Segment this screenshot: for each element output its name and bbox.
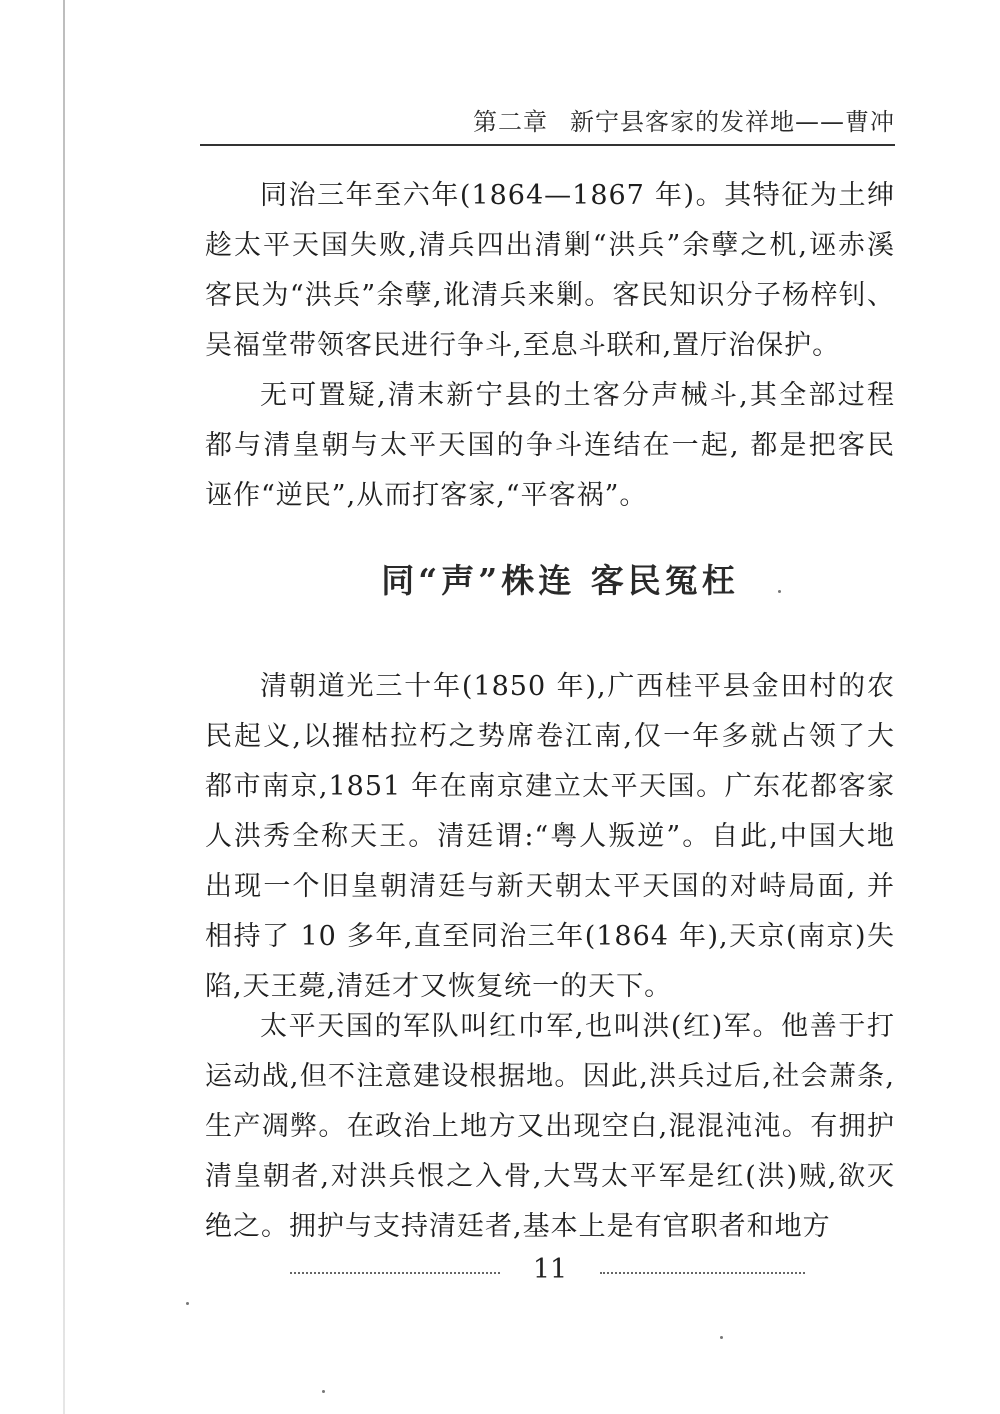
- scan-speck: [778, 590, 781, 593]
- running-header: [200, 96, 895, 146]
- header-title: 新宁县客家的发祥地——曹冲: [570, 108, 895, 136]
- header-chapter: 第二章: [473, 108, 548, 136]
- page-binding-edge: [63, 0, 65, 1414]
- scan-speck: [186, 1302, 189, 1305]
- section-paragraph-1: 清朝道光三十年(1850 年),广西桂平县金田村的农民起义,以摧枯拉朽之势席卷江南,仅一年多就占领了大都市南京,1851 年在南京建立太平天国。广东花都客家人洪秀全称天王。清廷谓:“粤人叛逆”。自此,中国大地出现一个旧皇朝清廷与新天朝太平天国的对峙局面, 并相持了 10 多年,直至同治三年(1864 年),天京(南京)失陷,天王薨,清廷才又恢复统一的天下。: [205, 671, 895, 1002]
- footer-rule-left: [290, 1272, 500, 1274]
- page-number: 11: [532, 1254, 568, 1285]
- scan-speck: [322, 1390, 325, 1393]
- header-rule: [200, 144, 895, 146]
- section-title: 同“声”株连 客民冤枉: [381, 561, 739, 600]
- footer-rule-right: [600, 1272, 805, 1274]
- paragraph-1: 同治三年至六年(1864—1867 年)。其特征为土绅趁太平天国失败,清兵四出清剿“洪兵”余孽之机,诬赤溪客民为“洪兵”余孽,讹清兵来剿。客民知识分子杨梓钊、吴福堂带领客民进行争斗,至息斗联和,置厅治保护。: [205, 180, 895, 361]
- header-text: [473, 102, 895, 137]
- scan-speck: [720, 1336, 723, 1339]
- section-paragraph-2: 太平天国的军队叫红巾军,也叫洪(红)军。他善于打运动战,但不注意建设根据地。因此,洪兵过后,社会萧条,生产凋弊。在政治上地方又出现空白,混混沌沌。有拥护清皇朝者,对洪兵恨之入骨,大骂太平军是红(洪)贼,欲灭绝之。拥护与支持清廷者,基本上是有官职者和地方: [205, 1011, 895, 1242]
- paragraph-2: 无可置疑,清末新宁县的土客分声械斗,其全部过程都与清皇朝与太平天国的争斗连结在一起, 都是把客民诬作“逆民”,从而打客家,“平客祸”。: [205, 380, 895, 511]
